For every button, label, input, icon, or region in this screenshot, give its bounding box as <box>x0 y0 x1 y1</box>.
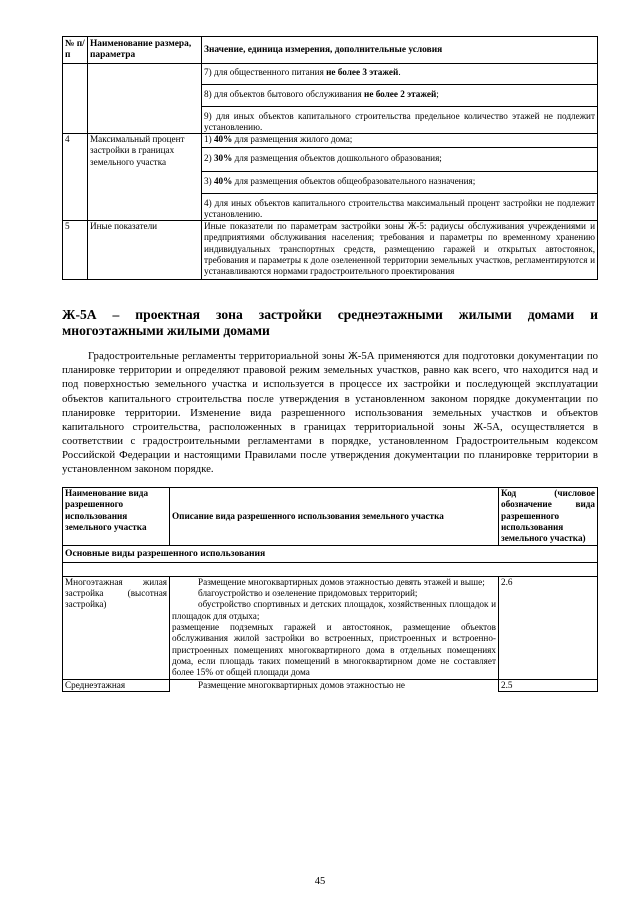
page-number: 45 <box>314 876 326 887</box>
storeys-continued-cell <box>202 64 598 134</box>
use-name: Среднеэтажная <box>63 679 170 691</box>
use-name: Многоэтажная жилая застройка (высотная застройка) <box>63 576 170 679</box>
section-row <box>63 545 598 562</box>
zone-description: Градостроительные регламенты территориальной зоны Ж-5А применяются для подготовки документации по планировке территории и определяют правовой режим земельных участков, равно как всего, что находится над и под поверхностью земельного участка и используется в процессе их застройки и последующей эксплуатации объектов капитального строительства после утверждения в установленном законом порядке документации по планировке территории. Изменение вида разрешенного использования земельных участков и объектов капитального строительства, расположенных в границах территориальной зоны Ж-5А, осуществляется в соответствии с градостроительными регламентами в порядке, установленном Градостроительным кодексом Российской Федерации и настоящими Правилами после утверждения документации по планировке территории в установленном законом порядке. <box>62 350 598 475</box>
list-item: 3) 40% для размещения объектов общеобразовательного назначения; <box>202 172 597 194</box>
build-percent-cell <box>202 134 598 221</box>
header-use-desc: Описание вида разрешенного использования земельного участка <box>170 488 499 545</box>
table-header-row <box>63 37 598 64</box>
list-item: 9) для иных объектов капитального строительства предельное количество этажей не подлежит установлению. <box>204 110 595 133</box>
table-header-row <box>63 488 598 545</box>
zone-heading: Ж-5А – проектная зона застройки среднеэтажными жилыми домами и многоэтажными жилыми домами <box>62 307 598 339</box>
section-title: Основные виды разрешенного использования <box>63 545 598 562</box>
header-use-code: Код (числовое обозначение вида разрешенного использования земельного участка) <box>499 488 598 545</box>
use-code: 2.5 <box>499 679 598 691</box>
use-description: Размещение многоквартирных домов этажностью не <box>170 679 499 691</box>
header-use-name: Наименование вида разрешенного использования земельного участка <box>63 488 170 545</box>
header-num: № п/п <box>63 37 88 64</box>
use-code: 2.6 <box>499 576 598 679</box>
table-row: 5 Иные показатели Иные показатели по параметрам застройки зоны Ж-5: радиусы обслуживания учреждениями и предприятиями обслуживания населения; требования и параметры по временному хранению индивидуальных транспортных средств, размещению гаражей и открытых автостоянок, требования и параметры к доле озелененной территории земельных участков, регламентируются и устанавливаются нормами градостроительного проектирования <box>63 221 598 280</box>
list-item: 8) для объектов бытового обслуживания не более 2 этажей; <box>202 85 597 107</box>
parameters-table <box>62 36 598 280</box>
table-row <box>63 679 598 691</box>
use-description: Размещение многоквартирных домов этажностью девять этажей и выше; благоустройство и озеленение придомовых территорий; обустройство спортивных и детских площадок, хозяйственных площадок и площадок для отдыха; размещение подземных гаражей и автостоянок, размещение объектов обслуживания жилой застройки во встроенных, пристроенных и встроенно-пристроенных помещениях многоквартирного дома в отдельных помещениях дома, если площадь таких помещений в многоквартирном доме не составляет более 15% от общей площади дома <box>170 576 499 679</box>
table-row: 4 Максимальный процент застройки в границах земельного участка 1) 40% для размещения жилого дома; 2) 30% для размещения объектов дошкольного образования; 3) 40% для размещения объектов общеобразовательного назначения; 4) для иных объектов капитального строительства максимальный процент застройки не подлежит установлению. <box>63 134 598 221</box>
list-item: 2) 30% для размещения объектов дошкольного образования; <box>202 148 597 171</box>
table-row <box>63 64 598 134</box>
row-name: Максимальный процент застройки в границах земельного участка <box>88 134 202 221</box>
document-page <box>62 36 598 692</box>
table-row <box>63 576 598 679</box>
list-item: 4) для иных объектов капитального строительства максимальный процент застройки не подлежит установлению. <box>204 197 595 220</box>
header-name: Наименование размера, параметра <box>88 37 202 64</box>
list-item: 1) 40% для размещения жилого дома; <box>202 134 597 148</box>
other-params-cell: Иные показатели по параметрам застройки зоны Ж-5: радиусы обслуживания учреждениями и предприятиями обслуживания населения; требования и параметры по временному хранению индивидуальных транспортных средств, размещению гаражей и открытых автостоянок, требования и параметры к доле озелененной территории земельных участков, регламентируются и устанавливаются нормами градостроительного проектирования <box>202 221 598 280</box>
row-name: Иные показатели <box>88 221 202 280</box>
header-value: Значение, единица измерения, дополнительные условия <box>202 37 598 64</box>
permitted-use-table <box>62 487 598 692</box>
list-item: 7) для общественного питания не более 3 этажей. <box>202 64 597 84</box>
